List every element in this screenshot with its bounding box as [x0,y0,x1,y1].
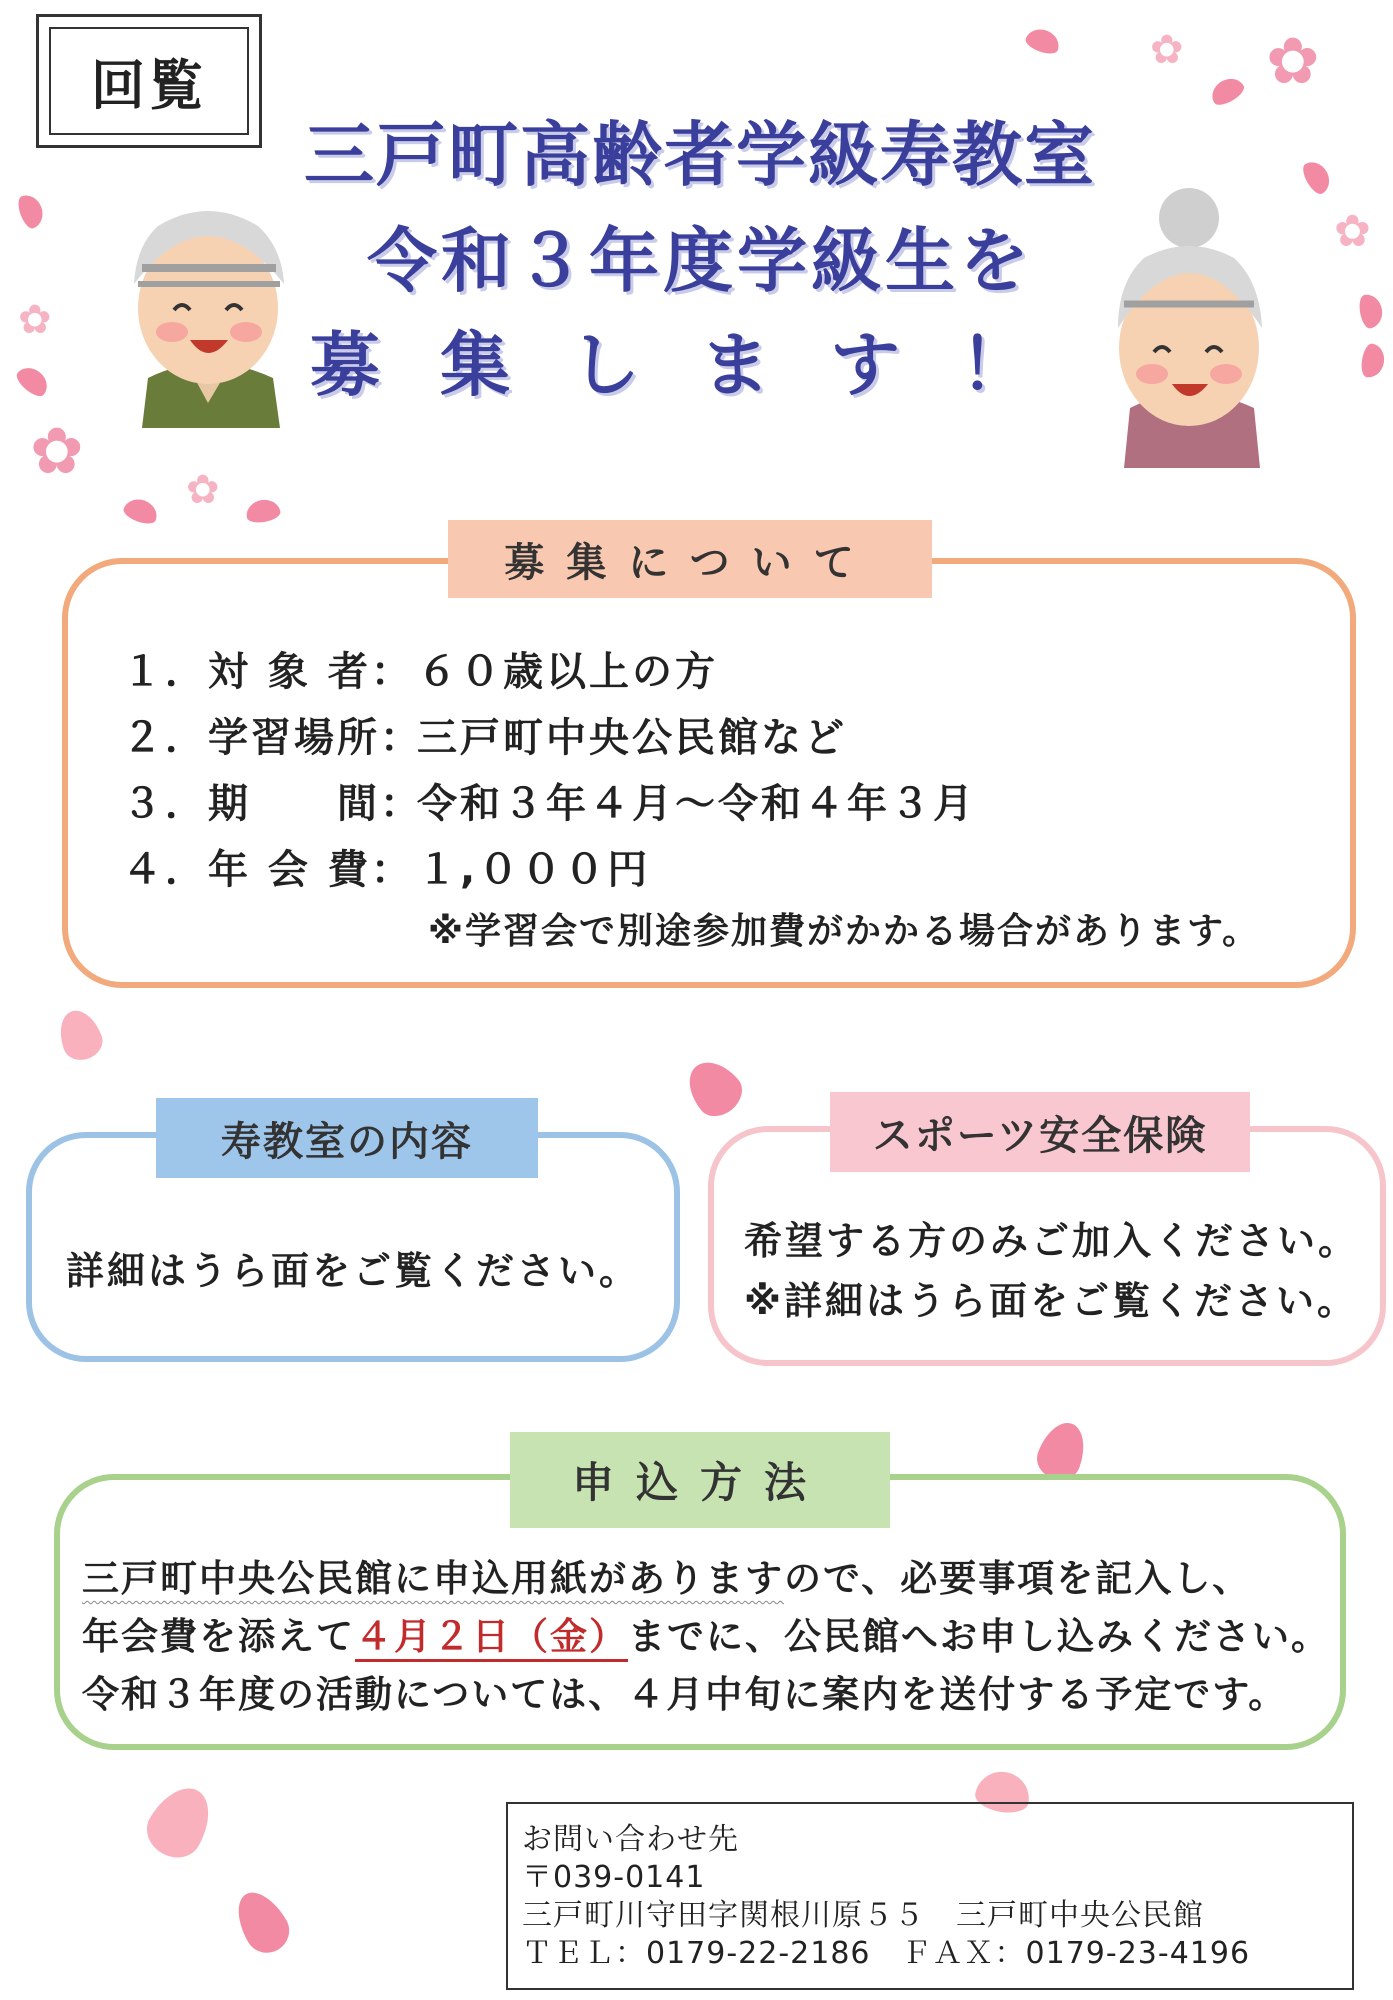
contact-phone-fax: ＴＥＬ：0179-22-2186 ＦＡＸ：0179-23-4196 [522,1936,1251,1971]
kotobuki-text: 詳細はうら面をご覧ください。 [66,1249,641,1293]
recruitment-heading: 募集について [448,520,932,598]
recruitment-item-value: 令和３年４月～令和４年３月 [417,781,976,827]
application-line-3: 令和３年度の活動については、４月中旬に案内を送付する予定です。 [82,1673,1288,1716]
recruitment-item [122,706,847,763]
elderly-woman-illustration [1084,178,1294,468]
application-line-2-post: までに、公民館へお申し込みください。 [628,1615,1330,1658]
cherry-blossom-icon: ✿ [1150,27,1184,73]
elderly-man-illustration [108,188,308,428]
recruitment-note: ※学習会で別途参加費がかかる場合があります。 [428,911,1261,952]
kotobuki-heading: 寿教室の内容 [156,1098,538,1178]
petal-icon [678,1051,751,1125]
circulation-badge [36,14,262,148]
petal-icon [53,1005,108,1066]
petal-icon [1357,292,1385,329]
cherry-blossom-icon: ✿ [1266,25,1320,99]
recruitment-item [122,640,718,697]
recruitment-item-label: ３．期 間： [122,781,423,827]
recruitment-item-label: ２．学習場所： [122,715,423,761]
sports-insurance-line-2: ※詳細はうら面をご覧ください。 [744,1279,1358,1323]
application-line-2 [82,1606,1330,1660]
recruitment-item-label: ４．年 会 費： [122,847,414,893]
petal-icon [13,362,53,401]
title-line-1: 三戸町高齢者学級寿教室 [304,114,1096,196]
petal-icon [1299,157,1335,197]
petal-icon [121,495,160,527]
title-line-3: 募集します！ [310,324,1090,406]
contact-postal: 〒039-0141 [522,1860,706,1895]
cherry-blossom-icon: ✿ [1334,206,1371,257]
recruitment-item-value: 三戸町中央公民館など [417,715,847,761]
petal-icon [227,1883,297,1960]
petal-icon [138,1777,222,1867]
application-line-1 [82,1548,1251,1602]
cherry-blossom-icon: ✿ [186,467,220,513]
petal-icon [15,191,47,230]
title-line-2: 令和３年度学級生を [367,220,1033,302]
recruitment-item [122,772,976,829]
recruitment-item-value: １,０００円 [417,847,651,893]
petal-icon [1023,25,1062,57]
sports-insurance-heading: スポーツ安全保険 [830,1092,1250,1172]
petal-icon [1359,342,1387,379]
contact-heading: お問い合わせ先 [522,1822,739,1857]
application-heading: 申込方法 [510,1432,890,1528]
sports-insurance-line-1: 希望する方のみご加入ください。 [744,1219,1360,1263]
cherry-blossom-icon: ✿ [30,415,84,489]
application-line-2-pre: 年会費を添えて [82,1615,355,1658]
application-line-1-underlined: 三戸町中央公民館に申込用紙があります [82,1557,784,1600]
circulation-badge-label: 回覧 [49,27,249,135]
recruitment-item [122,838,650,895]
application-line-1-rest: ので、必要事項を記入し、 [784,1557,1252,1600]
petal-icon [244,497,281,525]
petal-icon [1207,73,1247,109]
recruitment-item-value: ６０歳以上の方 [417,649,718,695]
application-deadline: ４月２日（金） [355,1615,628,1658]
cherry-blossom-icon: ✿ [18,297,52,343]
recruitment-item-label: １．対 象 者： [122,649,414,695]
contact-address: 三戸町川守田字関根川原５５ 三戸町中央公民館 [522,1898,1204,1933]
